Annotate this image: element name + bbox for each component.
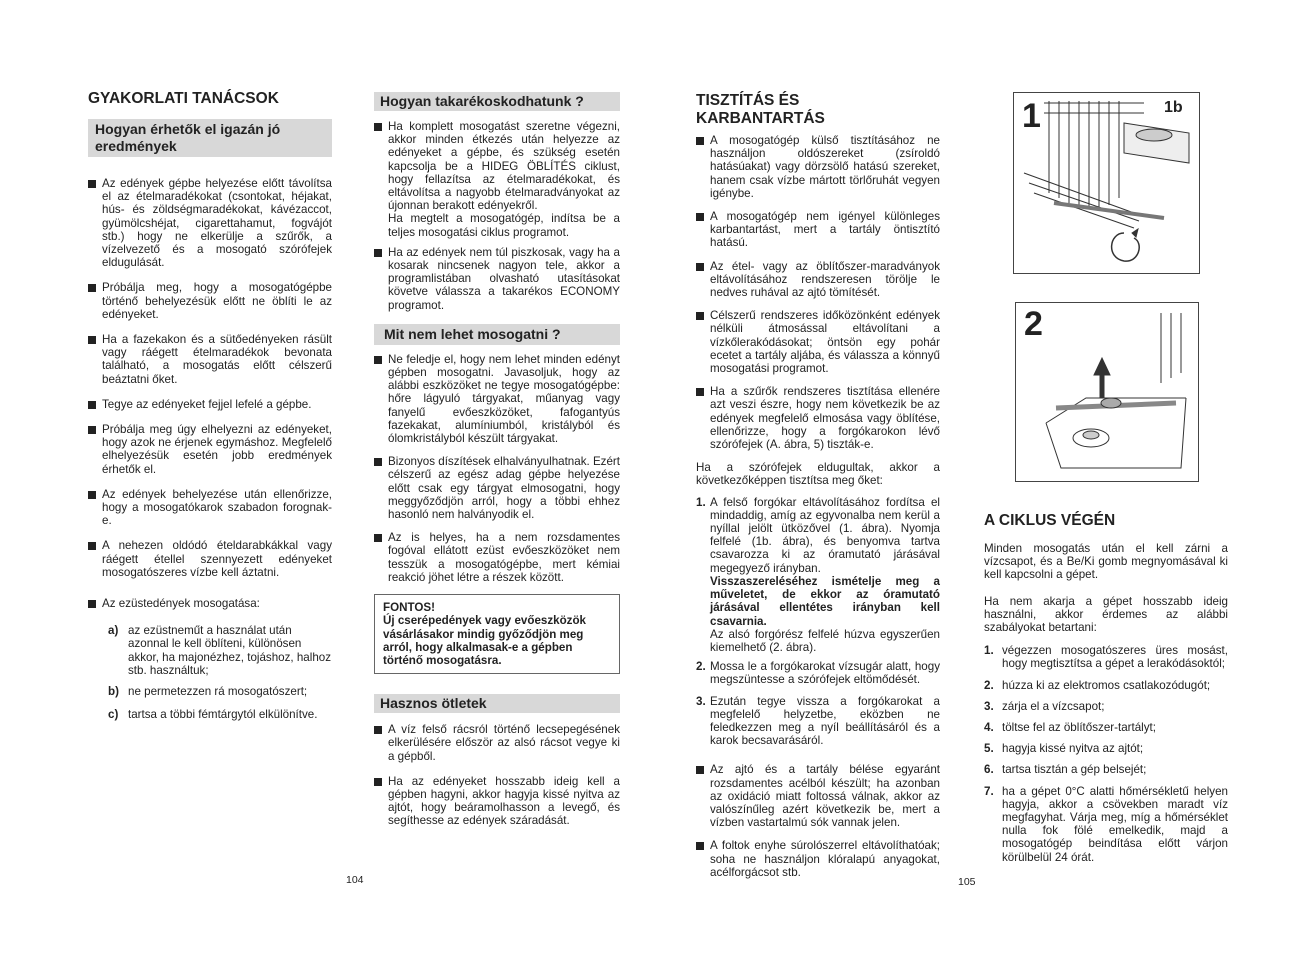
bullet-item: A nehezen oldódó ételdarabkákkal vagy ráégett étellel szennyezett edényeket mosogatószeres vízbe kell áztatni. (88, 539, 332, 579)
column-2 (374, 92, 620, 828)
bullet-item: Bizonyos díszítések elhalványulhatnak. Ezért célszerű az egész adag gépbe helyezése előtt csak egy tárgyat elmosogatni, hogy meggyőződjön arról, hogy a többi ehhez hasonló nem halványodik el. (374, 455, 620, 521)
bullet-item: Az ajtó és a tartály bélése egyaránt rozsdamentes acélból készült; ha azonban az oxidáció miatt foltossá válnak, akkor az valószínűleg azért következik be, mert a vízben vastartalmú sók vannak jelen. (696, 763, 940, 829)
paragraph: Minden mosogatás után el kell zárni a vízcsapot, és a Be/Ki gomb megnyomásával ki kell kapcsolni a gépet. (984, 542, 1228, 582)
bullet-item: Az edények behelyezése után ellenőrizze, hogy a mosogatókarok szabadon forognak-e. (88, 488, 332, 528)
bullet-item: Ha komplett mosogatást szeretne végezni, akkor minden étkezés után helyezze az edényeket a gépbe, és szükség esetén kapcsolja be a HIDEG ÖBLÍTÉS ciklust, hogy fellazítsa az ételmaradékokat, és eltávolítsa a nagyobb ételmaradványokat az újonnan berakott edényekről. Ha megtelt a mosogatógép, indítsa be a teljes mosogatási ciklus programot. (374, 120, 620, 239)
numbered-step: 1. A felső forgókar eltávolításához fordítsa el mindaddig, amíg az egyvonalba nem kerül a nyíllal jelölt ütközővel (1. ábra). Nyomja felfelé (1b. ábra), és benyomva tartva csavarozza ki az óramutató járásával megegyező irányban. Visszaszereléséhez ismételje meg a műveletet, de ekkor az óramutató járásával ellentétes irányban kell csavarnia. Az alsó forgórész felfelé húzva egyszerűen kiemelhető (2. ábra). (696, 495, 940, 654)
section-title-cleaning: TISZTÍTÁS ÉS KARBANTARTÁS (696, 92, 825, 127)
numbered-step: 3. Ezután tegye vissza a forgókarokat a megfelelő helyzetbe, eközben ne feledkezzen meg a nyíl beállításáról és a karok becsavarásáról. (696, 694, 940, 748)
upper-basket-drawing (1014, 93, 1199, 273)
bullet-item: A mosogatógép külső tisztításához ne használjon oldószereket (zsíroldó hatásúakat) vagy dörzsölő hatású szereket, hanem csak vízbe mártott törlőruhát vegyen igénybe. (696, 134, 940, 200)
section-title-end-of-cycle: A CIKLUS VÉGÉN (984, 512, 1116, 529)
numbered-step: 2. Mossa le a forgókarokat vízsugár alatt, hogy megszüntesse a szórófejek eltömődését. (696, 660, 940, 687)
numbered-step: 2. húzza ki az elektromos csatlakozódugót; (984, 678, 1211, 692)
bullet-item: Ha a szűrők rendszeres tisztítása ellenére azt veszi észre, hogy nem következik be az edények megfelelő elmosása vagy öblítése, ellenőrizze, hogy a forgókarokon lévő szórófejek (A. ábra, 5) tiszták-e. (696, 385, 940, 451)
bullet-item: A mosogatógép nem igényel különleges karbantartást, mert a tartály öntisztító hatású. (696, 210, 940, 250)
numbered-step: 7. ha a gépet 0°C alatti hőmérsékletű helyen hagyja, akkor a csövekben maradt víz megfagyhat. Várja meg, míg a hőmérséklet nulla fok fölé emelkedik, majd a mosogatógép beindítása előtt várjon körülbelül 24 órát. (984, 784, 1228, 864)
page-number-left: 104 (346, 874, 364, 886)
subheading-results: Hogyan érhetők el igazán jó eredmények (88, 119, 332, 157)
heading-not-washable: Mit nem lehet mosogatni ? (374, 324, 620, 345)
heading-useful-tips: Hasznos ötletek (374, 694, 620, 713)
silver-item-a: a) az ezüstneműt a használat után azonnal le kell öblíteni, különösen akkor, ha majonézhez, tojáshoz, halhoz stb. használtuk; (108, 624, 332, 677)
column-3 (696, 92, 940, 879)
figure-1-label: 1 (1022, 97, 1041, 135)
bullet-item: Ha a fazekakon és a sütőedényeken rásült vagy ráégett ételmaradékok bevonata található, a mosogatás előtt célszerű beáztatni őket. (88, 333, 332, 386)
column-4 (984, 512, 1228, 864)
bullet-item: Célszerű rendszeres időközönként edények nélküli átmosással eltávolítani a vízkőlerakódásokat; öntsön egy pohár ecetet a tartály aljába, és válassza a könnyű mosogatási programot. (696, 309, 940, 375)
important-notice-box (374, 594, 620, 674)
numbered-step: 5. hagyja kissé nyitva az ajtót; (984, 742, 1144, 756)
bullet-item: Ha az edényeket hosszabb ideig kell a gépben hagyni, akkor hagyja kissé nyitva az ajtót, hogy beáramolhasson a levegő, és segíthesse az edények száradását. (374, 775, 620, 828)
bullet-item: Az is helyes, ha a nem rozsdamentes fogóval ellátott ezüst evőeszközöket nem tesszük a mosogatógépbe, mert kémiai reakció jöhet létre a részek között. (374, 531, 620, 584)
bullet-item: Tegye az edényeket fejjel lefelé a gépbe. (88, 398, 332, 411)
figure-1-upper-spray-arm (1013, 92, 1200, 274)
numbered-step: 3. zárja el a vízcsapot; (984, 699, 1105, 713)
figure-2-lower-spray-arm (1015, 302, 1199, 482)
silver-item-b: b) ne permetezzen rá mosogatószert; (108, 685, 308, 699)
bullet-item: A víz felső rácsról történő lecsepegésének elkerülésére először az alsó rácsot vegye ki a gépből. (374, 723, 620, 763)
column-1 (88, 90, 332, 722)
bullet-item: Ne feledje el, hogy nem lehet minden edényt gépben mosogatni. Javasoljuk, hogy az alábbi eszközöket ne tegye mosogatógépbe: hőre lágyuló tárgyakat, műanyag vagy fanyelű evőeszközöket, fafogantyús fazekakat, alumíniumból, kristályból és ólomkristályból készült tárgyakat. (374, 353, 620, 445)
bullet-item: Próbálja meg úgy elhelyezni az edényeket, hogy azok ne érjenek egymáshoz. Megfelelő elhelyezésük esetén jobb eredmények érhetők el. (88, 423, 332, 476)
silver-item-c: c) tartsa a többi fémtárgytól elkülönítve. (108, 708, 318, 722)
numbered-step: 4. töltse fel az öblítőszer-tartályt; (984, 721, 1157, 735)
bullet-item: Ha az edények nem túl piszkosak, vagy ha a kosarak nincsenek nagyon tele, akkor a programlistában olvasható utasításokat követve válassza a takarékos ECONOMY programot. (374, 246, 620, 312)
bullet-item: Az edények gépbe helyezése előtt távolítsa el az ételmaradékokat (csontokat, héjakat, hús- és zöldségmaradékokat, kávézaccot, gyümölcshéjat, cigarettahamut, fogvájót stb.) hogy ne elkerülje a szűrők, a vízelvezető és a mosogató szórófejek eldugulását. (88, 177, 332, 269)
bullet-item-silver: Az ezüstedények mosogatása: (88, 597, 332, 610)
intro-text: Ha a szórófejek eldugultak, akkor a következőképpen tisztítsa meg őket: (696, 461, 940, 488)
lower-spray-arm-drawing (1016, 303, 1198, 481)
notice-text: Új cserépedények vagy evőeszközök vásárlásakor mindig győződjön meg arról, hogy alkalmasak-e a gépben történő mosogatásra. (383, 614, 586, 667)
notice-title: FONTOS! (383, 601, 435, 615)
heading-saving: Hogyan takarékoskodhatunk ? (374, 92, 620, 111)
numbered-step: 1. végezzen mosogatószeres üres mosást, hogy megtisztítsa a gépet a lerakódásoktól; (984, 644, 1228, 671)
bullet-item: Próbálja meg, hogy a mosogatógépbe történő behelyezésük előtt ne öblíti le az edényeket. (88, 281, 332, 321)
section-title-tips: GYAKORLATI TANÁCSOK (88, 90, 279, 107)
page-number-right: 105 (958, 876, 976, 888)
bullet-item: A foltok enyhe súrolószerrel eltávolíthatóak; soha ne használjon klóralapú anyagokat, acélforgácsot stb. (696, 839, 940, 879)
figure-2-label: 2 (1024, 305, 1043, 343)
bullet-item: Az étel- vagy az öblítőszer-maradványok eltávolításához rendszeresen törölje le nedves ruhával az ajtó tömítését. (696, 260, 940, 300)
paragraph: Ha nem akarja a gépet hosszabb ideig használni, akkor érdemes az alábbi szabályokat betartani: (984, 594, 1228, 635)
figure-1b-label: 1b (1164, 99, 1183, 116)
numbered-step: 6. tartsa tisztán a gép belsejét; (984, 763, 1147, 777)
